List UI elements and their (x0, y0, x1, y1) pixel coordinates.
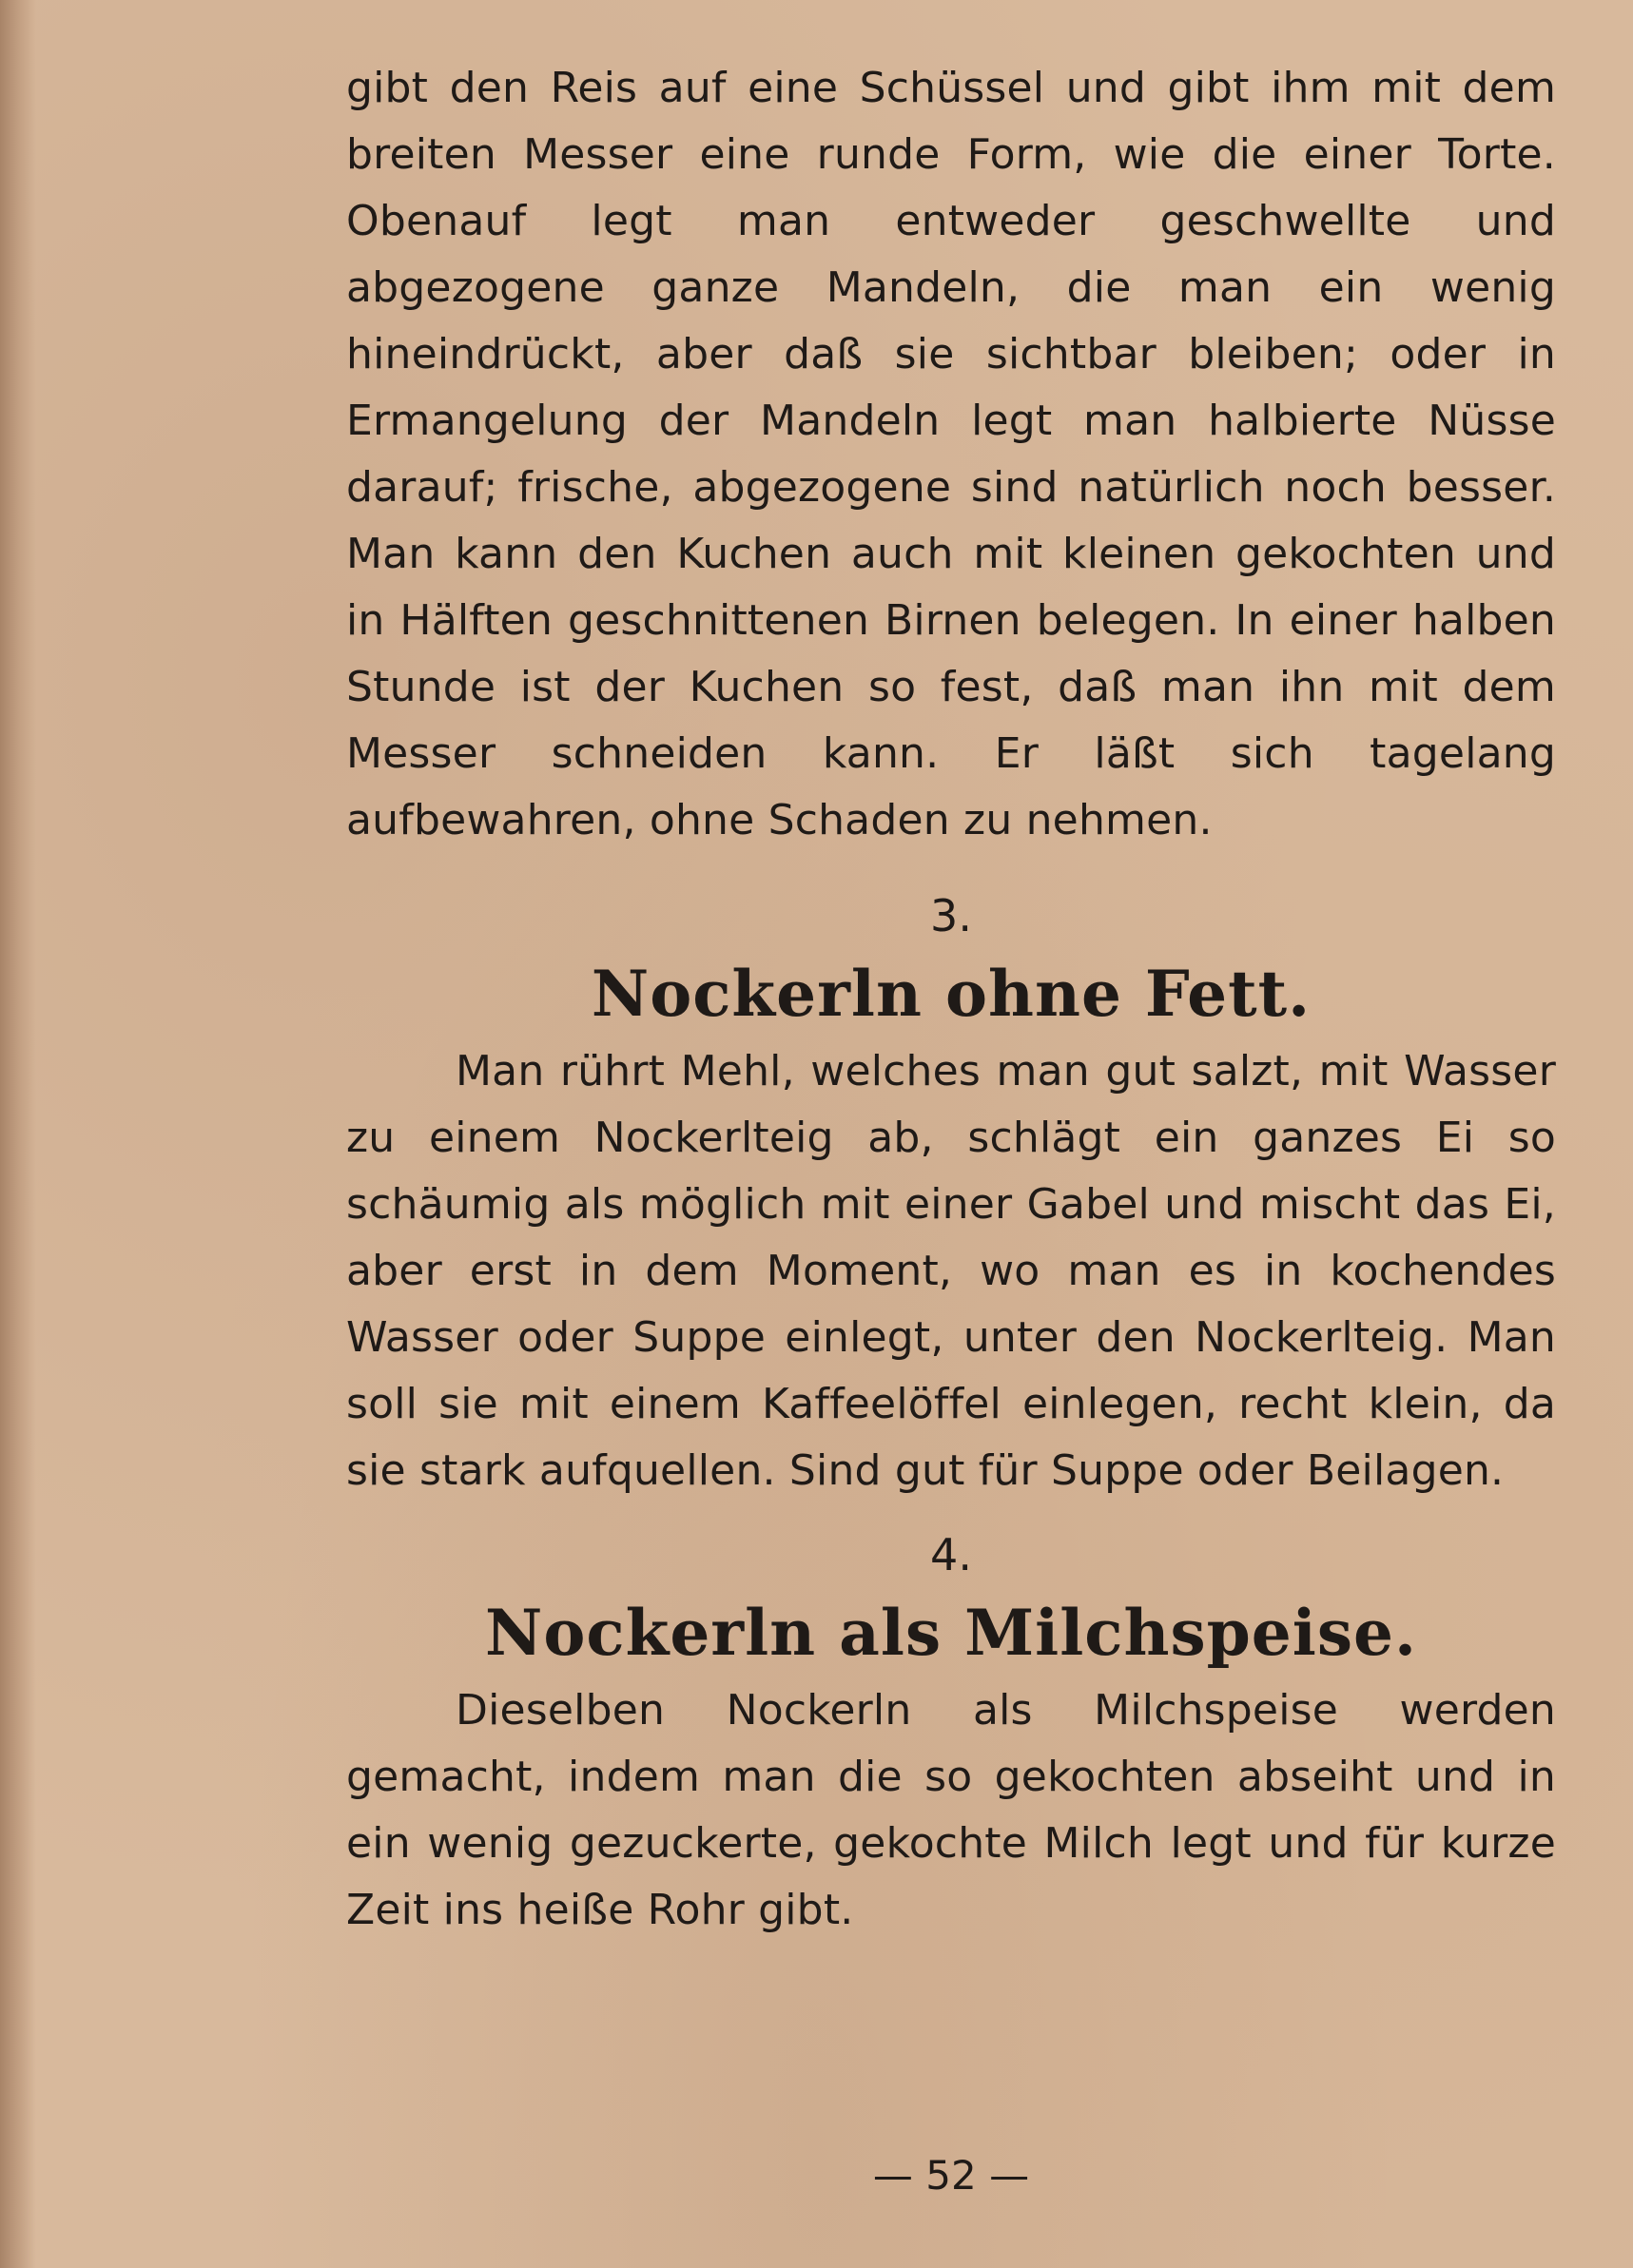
section-3-number: 3. (930, 890, 972, 941)
section-4-body: Dieselben Nockerln als Milchspeise werden gemacht, indem man die so gekochten abseiht und in ein wenig gezuckerte, gekochte Milch legt und für kurze Zeit ins heiße Rohr gibt. (346, 1686, 1556, 1934)
spacer (346, 1504, 1556, 1522)
section-3-body: Man rührt Mehl, welches man gut salzt, mit Wasser zu einem Nockerlteig ab, schlägt ein ganzes Ei so schäumig als möglich mit einer Gabel und mischt das Ei, aber erst in dem Moment, wo man es in kochendes Wasser oder Suppe einlegt, unter den Nockerlteig. Man soll sie mit einem Kaffeelöffel einlegen, recht klein, da sie stark aufquellen. Sind gut für Suppe oder Beilagen. (346, 1047, 1556, 1495)
spacer (346, 854, 1556, 882)
page-number: — 52 — (872, 2152, 1030, 2199)
section-4-number: 4. (930, 1529, 972, 1580)
continuation-paragraph: gibt den Reis auf eine Schüssel und gibt ihm mit dem breiten Messer eine runde Form, wie die einer Torte. Obenauf legt man entweder geschwellte und abgezogene ganze Mandeln, die man ein wenig hineindrückt, aber daß sie sichtbar bleiben; oder in Ermangelung der Mandeln legt man halbierte Nüsse darauf; frische, abgezogene sind natürlich noch besser. Man kann den Kuchen auch mit kleinen gekochten und in Hälften geschnittenen Birnen belegen. In einer halben Stunde ist der Kuchen so fest, daß man ihn mit dem Messer schneiden kann. Er läßt sich tagelang aufbewahren, ohne Schaden zu nehmen. (346, 64, 1556, 844)
section-3-title: Nockerln ohne Fett. (591, 957, 1312, 1031)
page-binding-edge (0, 0, 36, 2268)
book-page (346, 55, 1556, 2223)
section-4-title: Nockerln als Milchspeise. (485, 1596, 1417, 1670)
